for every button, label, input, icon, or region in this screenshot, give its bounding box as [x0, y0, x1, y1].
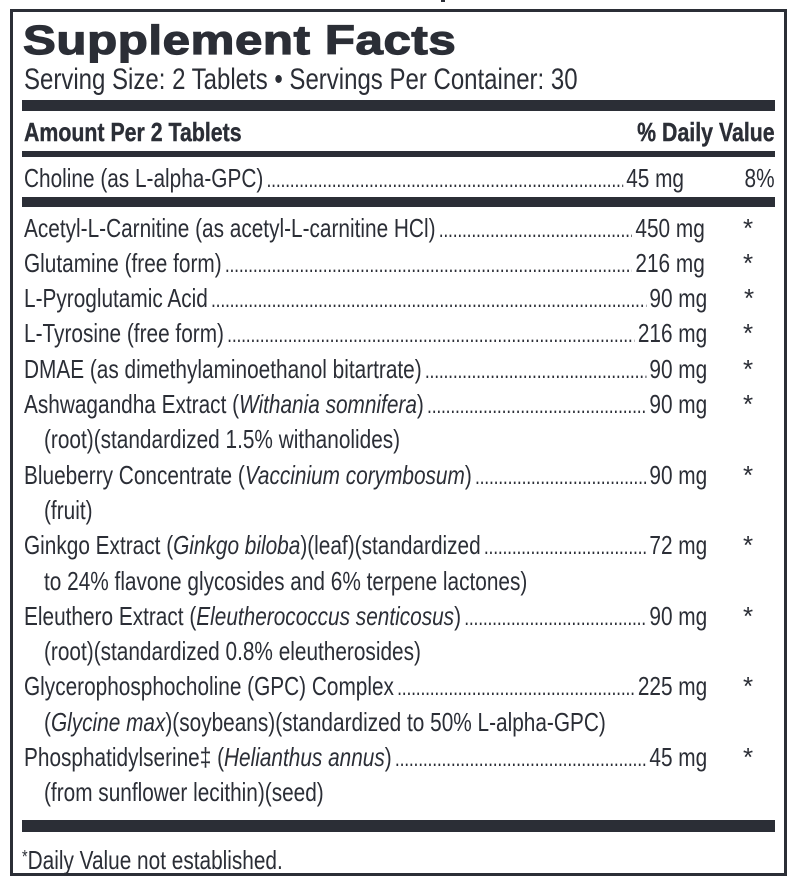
- ingredient-amount: 216 mg: [637, 318, 708, 349]
- ingredient-name: Ginkgo Extract (Ginkgo biloba)(leaf)(standardized: [24, 530, 481, 561]
- dot-leader: [439, 211, 633, 247]
- ingredient-name: Glycerophosphocholine (GPC) Complex: [24, 671, 394, 702]
- ingredient-amount: 216 mg: [635, 247, 705, 278]
- ingredient-row: [24, 316, 707, 351]
- nutrient-daily-value: 8%: [744, 162, 775, 193]
- dot-leader: [427, 387, 646, 423]
- ingredient-detail: (Glycine max)(soybeans)(standardized to 50% L-alpha-GPC): [44, 706, 606, 737]
- ingredient-row: [24, 281, 707, 316]
- ingredient-amount: 90 mg: [649, 600, 708, 631]
- footnote: [22, 840, 283, 875]
- daily-value-asterisk: *: [742, 247, 754, 278]
- serving-info: Serving Size: 2 Tablets • Servings Per Container: 30: [24, 63, 578, 96]
- thick-divider-bottom: [22, 820, 775, 832]
- ingredient-amount: 45 mg: [649, 742, 708, 772]
- ingredient-amount: 90 mg: [649, 353, 708, 384]
- footnote-text: Daily Value not established.: [27, 844, 283, 875]
- ingredient-detail: to 24% flavone glycosides and 6% terpene lactones): [44, 565, 528, 596]
- ingredient-name: Glutamine (free form): [24, 247, 222, 278]
- daily-value-asterisk: *: [742, 742, 754, 772]
- ingredient-name: L-Pyroglutamic Acid: [24, 283, 208, 314]
- ingredient-row: [24, 740, 707, 775]
- ingredient-row: [24, 352, 707, 387]
- nutrient-row-choline: [24, 161, 684, 196]
- dot-leader: [475, 458, 646, 494]
- cropped-text-fragment: [441, 0, 445, 2]
- ingredient-detail: (root)(standardized 1.5% withanolides): [44, 424, 401, 455]
- dot-leader: [395, 740, 646, 776]
- ingredient-detail: (fruit): [44, 494, 93, 525]
- ingredient-detail: (root)(standardized 0.8% eleutherosides): [44, 636, 421, 667]
- ingredient-amount: 225 mg: [637, 671, 708, 702]
- dot-leader: [267, 161, 623, 197]
- amount-per-header: Amount Per 2 Tablets: [24, 116, 242, 147]
- dot-leader: [225, 246, 632, 282]
- daily-value-asterisk: *: [742, 600, 754, 631]
- dot-leader: [484, 528, 646, 564]
- ingredient-name: Eleuthero Extract (Eleutherococcus senticosus): [24, 600, 462, 631]
- ingredient-name: DMAE (as dimethylaminoethanol bitartrate): [24, 353, 422, 384]
- panel-title: Supplement Facts: [23, 17, 457, 63]
- ingredient-row: [24, 211, 705, 246]
- ingredient-row: [24, 669, 707, 704]
- daily-value-asterisk: *: [742, 353, 754, 384]
- ingredient-row: [24, 599, 707, 634]
- nutrient-name: Choline (as L-alpha-GPC): [24, 162, 264, 193]
- daily-value-asterisk: *: [742, 671, 754, 702]
- ingredient-name: Ashwagandha Extract (Withania somnifera): [24, 389, 424, 419]
- daily-value-asterisk: *: [742, 530, 754, 561]
- ingredient-amount: 450 mg: [635, 212, 705, 243]
- ingredient-amount: 72 mg: [649, 530, 708, 561]
- header-divider: [22, 151, 775, 157]
- thick-divider-mid: [22, 197, 775, 207]
- dot-leader: [227, 316, 634, 352]
- ingredient-name: Phosphatidylserine‡ (Helianthus annus): [24, 742, 392, 772]
- ingredient-name: Acetyl-L-Carnitine (as acetyl-L-carnitine HCl): [24, 212, 436, 243]
- nutrient-amount: 45 mg: [626, 162, 684, 193]
- ingredient-amount: 90 mg: [649, 283, 708, 314]
- ingredient-amount: 90 mg: [649, 389, 708, 419]
- daily-value-asterisk: *: [742, 389, 754, 419]
- daily-value-header: % Daily Value: [637, 116, 775, 147]
- ingredient-name: L-Tyrosine (free form): [24, 318, 224, 349]
- thick-divider-top: [22, 100, 775, 111]
- ingredient-row: [24, 246, 705, 281]
- ingredient-amount: 90 mg: [649, 459, 708, 490]
- ingredient-row: [24, 387, 707, 422]
- dot-leader: [464, 599, 646, 635]
- ingredient-detail: (from sunflower lecithin)(seed): [44, 777, 324, 808]
- ingredient-row: [24, 528, 707, 563]
- daily-value-asterisk: *: [742, 212, 754, 243]
- ingredient-row: [24, 458, 707, 493]
- daily-value-asterisk: *: [742, 459, 754, 490]
- dot-leader: [425, 352, 646, 388]
- footnote-marker: *: [22, 846, 28, 867]
- dot-leader: [211, 281, 646, 317]
- dot-leader: [397, 669, 634, 705]
- daily-value-asterisk: *: [742, 318, 754, 349]
- daily-value-asterisk: *: [743, 283, 755, 314]
- ingredient-name: Blueberry Concentrate (Vaccinium corymbosum): [24, 459, 472, 490]
